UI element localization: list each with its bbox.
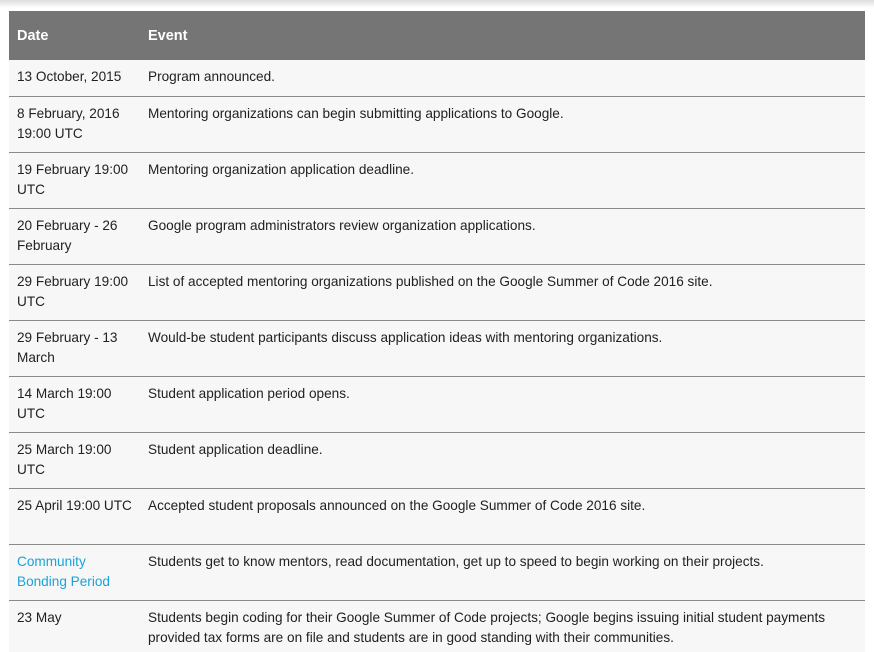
event-cell: Mentoring organization application deadline. bbox=[140, 152, 865, 208]
date-cell: 8 February, 2016 19:00 UTC bbox=[9, 96, 140, 152]
date-cell: 20 February - 26 February bbox=[9, 208, 140, 264]
table-row bbox=[9, 376, 865, 432]
date-cell: 14 March 19:00 UTC bbox=[9, 376, 140, 432]
event-cell: Student application deadline. bbox=[140, 432, 865, 488]
event-cell: Would-be student participants discuss application ideas with mentoring organizations. bbox=[140, 320, 865, 376]
event-cell: Mentoring organizations can begin submitting applications to Google. bbox=[140, 96, 865, 152]
table-row bbox=[9, 60, 865, 96]
table-row bbox=[9, 600, 865, 652]
table-header-row bbox=[9, 11, 865, 60]
timeline-table bbox=[9, 11, 865, 652]
table-row bbox=[9, 488, 865, 544]
community-bonding-period-link[interactable]: Community Bonding Period bbox=[17, 553, 110, 589]
event-cell: List of accepted mentoring organizations published on the Google Summer of Code 2016 site. bbox=[140, 264, 865, 320]
event-cell: Students get to know mentors, read documentation, get up to speed to begin working on their projects. bbox=[140, 544, 865, 600]
table-row bbox=[9, 152, 865, 208]
event-cell: Student application period opens. bbox=[140, 376, 865, 432]
date-cell bbox=[9, 544, 140, 600]
date-cell: 25 April 19:00 UTC bbox=[9, 488, 140, 544]
date-cell: 29 February 19:00 UTC bbox=[9, 264, 140, 320]
table-row bbox=[9, 320, 865, 376]
column-header-event: Event bbox=[148, 27, 188, 44]
date-cell: 29 February - 13 March bbox=[9, 320, 140, 376]
date-cell: 23 May bbox=[17, 609, 62, 625]
date-cell: 13 October, 2015 bbox=[9, 60, 140, 96]
event-cell: Students begin coding for their Google Summer of Code projects; Google begins issuing initial student payments provided tax forms are on file and students are in good standing with their communities. bbox=[148, 609, 826, 645]
table-row bbox=[9, 264, 865, 320]
column-header-date: Date bbox=[17, 27, 49, 44]
table-row bbox=[9, 432, 865, 488]
date-cell: 19 February 19:00 UTC bbox=[9, 152, 140, 208]
event-cell: Google program administrators review organization applications. bbox=[140, 208, 865, 264]
top-shadow bbox=[0, 0, 874, 8]
table-row bbox=[9, 208, 865, 264]
event-cell: Accepted student proposals announced on the Google Summer of Code 2016 site. bbox=[140, 488, 865, 544]
table-row bbox=[9, 544, 865, 600]
date-cell: 25 March 19:00 UTC bbox=[9, 432, 140, 488]
event-cell: Program announced. bbox=[140, 60, 865, 96]
table-row bbox=[9, 96, 865, 152]
